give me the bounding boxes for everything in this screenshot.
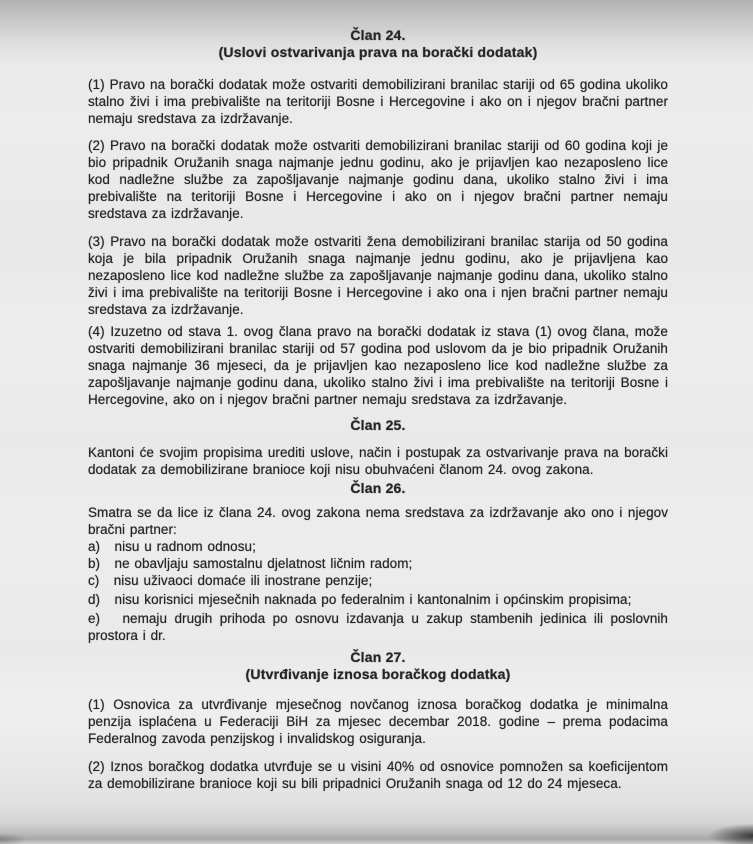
article-27-paragraph-2: (2) Iznos boračkog dodatka utvrđuje se u visini 40% od osnovice pomnožen sa koeficijentom za demobilizirane branioce koji su bili pripadnici Oružanih snaga od 12 do 24 mjeseca. xyxy=(88,759,668,791)
article-26-paragraph-1: Smatra se da lice iz člana 24. ovog zakona nema sredstava za izdržavanje ako ono i njegov bračni partner: xyxy=(88,505,668,537)
article-27 xyxy=(88,649,668,792)
article-24-paragraph-3: (3) Pravo na borački dodatak može ostvariti žena demobilizirani branilac starija od 50 godina koja je bila pripadnik Oružanih snaga najmanje jednu godinu, ako je prijavljena kao nezaposleno lice kod nadležne službe za zapošljavanje najmanje godinu dana, ukoliko stalno živi i ima prebivalište na teritoriji Bosne i Hercegovine i ako ona i njen bračni partner nemaju sredstava za izdržavanje. xyxy=(88,234,668,317)
article-26-list-item-e: e) nemaju drugih prihoda po osnovu izdavanja u zakup stambenih jedinica ili poslovnih prostora i dr. xyxy=(88,611,668,643)
article-24-paragraph-1: (1) Pravo na borački dodatak može ostvariti demobilizirani branilac stariji od 65 godina ukoliko stalno živi i ima prebivalište na teritoriji Bosne i Hercegovine i ako on i njegov bračni partner nemaju sredstava za izdržavanje. xyxy=(88,77,668,126)
article-26-title: Član 26. xyxy=(350,480,406,496)
article-26 xyxy=(88,480,668,644)
article-25-title: Član 25. xyxy=(350,417,406,433)
article-27-subtitle: (Utvrđivanje iznosa boračkog dodatka) xyxy=(245,666,511,682)
article-26-list-item-a: a) nisu u radnom odnosu; xyxy=(88,539,256,554)
article-25 xyxy=(88,417,668,478)
article-24-title: Član 24. xyxy=(350,27,406,43)
article-27-paragraph-1: (1) Osnovica za utvrđivanje mjesečnog novčanog iznosa boračkog dodatka je minimalna penzija isplaćena u Federaciji BiH za mjesec decembar 2018. godine – prema podacima Federalnog zavoda penzijskog i invalidskog osiguranja. xyxy=(88,697,668,746)
document-content xyxy=(88,0,668,792)
article-24-paragraph-4: (4) Izuzetno od stava 1. ovog člana pravo na borački dodatak iz stava (1) ovog člana, može ostvariti demobilizirani branilac stariji od 57 godina pod uslovom da je bio pripadnik Oružanih snaga najmanje 36 mjeseci, da je prijavljen kao nezaposleno lice kod nadležne službe za zapošljavanje najmanje godinu dana, ukoliko stalno živi i ima prebivalište na teritoriji Bosne i Hercegovine, ako on i njegov bračni partner nemaju sredstava za izdržavanje. xyxy=(88,324,668,407)
article-26-list-item-b: b) ne obavljaju samostalnu djelatnost ličnim radom; xyxy=(88,556,413,571)
article-24-paragraph-2: (2) Pravo na borački dodatak može ostvariti demobilizirani branilac stariji od 60 godina koji je bio pripadnik Oružanih snaga najmanje jednu godinu, ako je prijavljen kao nezaposleno lice kod nadležne službe za zapošljavanje najmanje godinu dana, ukoliko stalno živi i ima prebivalište na teritoriji Bosne i Hercegovine i ako on i njegov bračni partner nemaju sredstava za izdržavanje. xyxy=(88,138,668,221)
article-24-subtitle: (Uslovi ostvarivanja prava na borački dodatak) xyxy=(218,44,538,60)
article-27-title: Član 27. xyxy=(350,649,406,665)
article-26-list-item-c: c) nisu uživaoci domaće ili inostrane penzije; xyxy=(88,573,373,588)
article-26-list-item-d: d) nisu korisnici mjesečnih naknada po federalnim i kantonalnim i općinskim propisima; xyxy=(88,592,632,607)
article-25-paragraph-1: Kantoni će svojim propisima urediti uslove, način i postupak za ostvarivanje prava na borački dodatak za demobilizirane branioce koji nisu obuhvaćeni članom 24. ovog zakona. xyxy=(88,445,668,477)
article-24 xyxy=(88,27,668,408)
